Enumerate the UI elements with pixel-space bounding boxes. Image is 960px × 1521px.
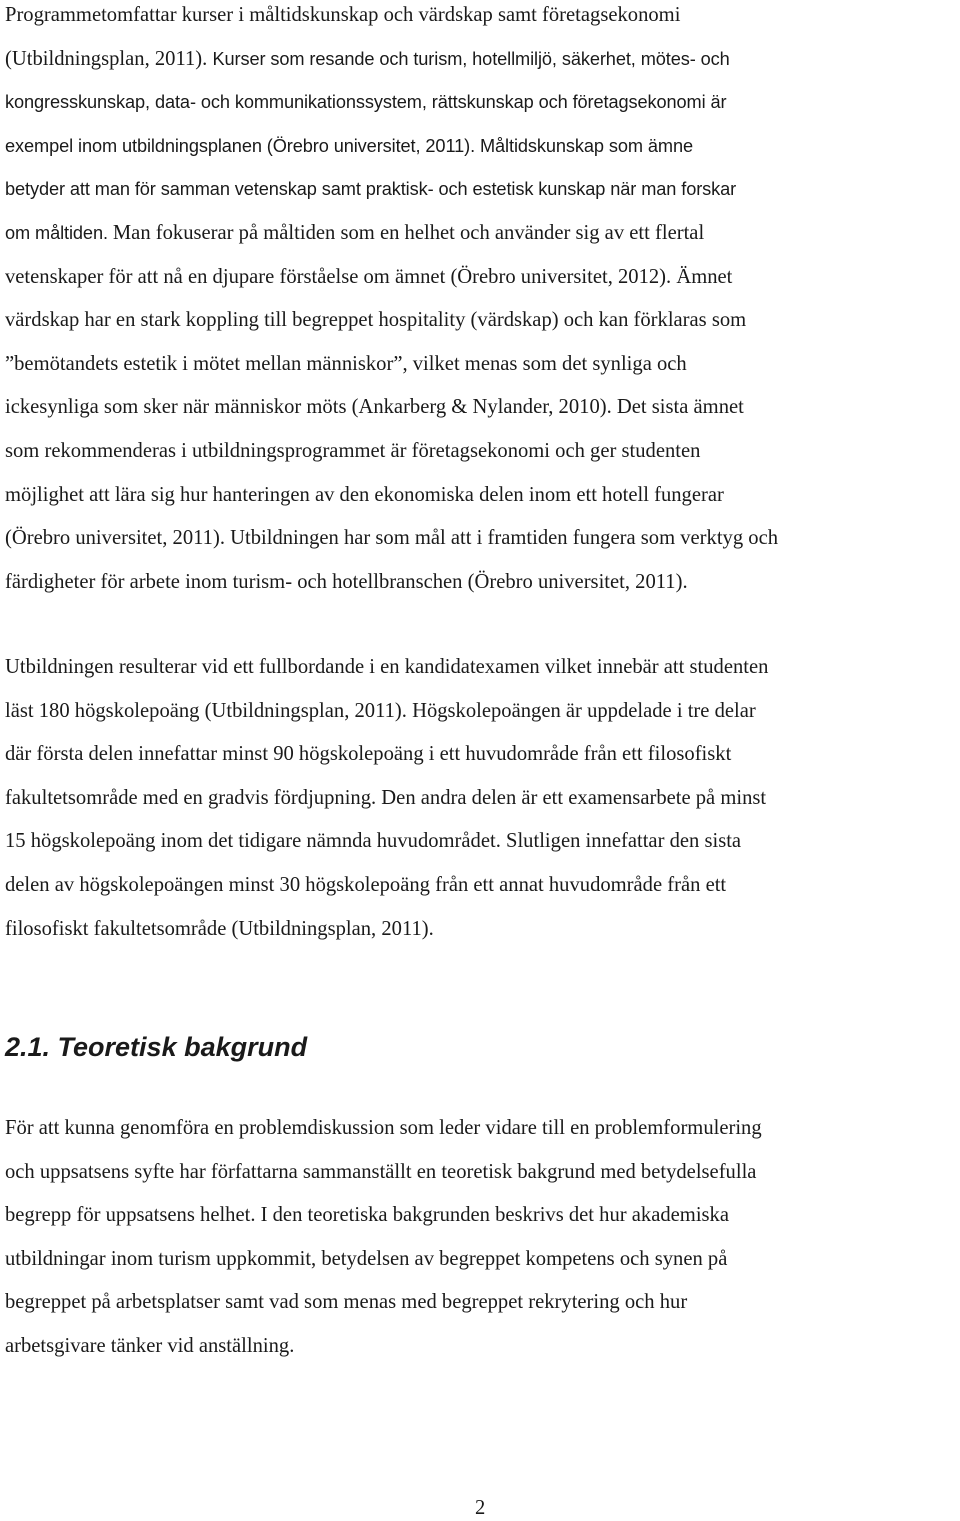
text-line — [5, 174, 736, 204]
text-line — [5, 480, 724, 510]
page-number: 2 — [475, 1497, 486, 1519]
text-run: läst 180 högskolepoäng (Utbildningsplan, 2011). Högskolepoängen är uppdelade i tre delar — [5, 699, 756, 722]
text-line — [5, 305, 746, 335]
text-line — [5, 87, 726, 117]
text-run: För att kunna genomföra en problemdiskussion som leder vidare till en problemformulering — [5, 1117, 762, 1139]
text-line — [5, 914, 434, 944]
text-run: fakultetsområde med en gradvis fördjupning. Den andra delen är ett examensarbete på minst — [5, 786, 767, 809]
text-line — [5, 1200, 729, 1230]
text-run: delen av högskolepoängen minst 30 högskolepoäng från ett annat huvudområde från ett — [5, 874, 727, 896]
text-line — [5, 1287, 687, 1317]
text-line — [5, 131, 693, 161]
text-run: möjlighet att lära sig hur hanteringen av den ekonomiska delen inom ett hotell fungerar — [5, 483, 724, 506]
text-run: 15 högskolepoäng inom det tidigare nämnda huvudområdet. Slutligen innefattar den sista — [5, 830, 742, 853]
text-run: (Örebro universitet, 2011). Utbildningen har som mål att i framtiden fungera som verktyg och — [5, 527, 779, 550]
text-run: filosofiskt fakultetsområde (Utbildningsplan, 2011). — [5, 917, 434, 940]
text-line — [5, 1157, 756, 1187]
text-line — [5, 1331, 294, 1361]
text-line — [5, 739, 731, 769]
text-run: begreppet på arbetsplatser samt vad som menas med begreppet rekrytering och hur — [5, 1291, 688, 1314]
text-line — [5, 436, 700, 466]
text-line — [5, 0, 680, 30]
text-line — [5, 783, 766, 813]
text-run: och uppsatsens syfte har författarna sammanställt en teoretisk bakgrund med betydelsefulla — [5, 1160, 757, 1183]
text-run: Man fokuserar på måltiden som en helhet och använder sig av ett flertal — [112, 222, 705, 244]
section-heading: 2.1. Teoretisk bakgrund — [5, 1032, 308, 1062]
text-line — [5, 696, 756, 726]
text-run: färdigheter för arbete inom turism- och hotellbranschen (Örebro universitet, 2011). — [5, 570, 688, 593]
text-run: Kurser som resande och turism, hotellmiljö, säkerhet, mötes- och — [212, 48, 730, 69]
text-run: värdskap har en stark koppling till begreppet hospitality (värdskap) och kan förklaras som — [5, 309, 747, 332]
text-line — [5, 1244, 727, 1274]
text-run: kongresskunskap, data- och kommunikationssystem, rättskunskap och företagsekonomi är — [5, 92, 727, 113]
text-line — [5, 1113, 762, 1143]
text-line — [5, 349, 687, 379]
text-line — [5, 870, 726, 900]
text-run: där första delen innefattar minst 90 högskolepoäng i ett huvudområde från ett filosofiskt — [5, 743, 732, 766]
text-run: vetenskaper för att nå en djupare förståelse om ämnet (Örebro universitet, 2012). Ämnet — [5, 265, 733, 288]
text-run: ”bemötandets estetik i mötet mellan människor”, vilket menas som det synliga och — [5, 352, 687, 375]
text-run: utbildningar inom turism uppkommit, betydelsen av begreppet kompetens och synen på — [5, 1247, 728, 1270]
text-run: begrepp för uppsatsens helhet. I den teoretiska bakgrunden beskrivs det hur akademiska — [5, 1204, 729, 1227]
text-run: Programmetomfattar kurser i måltidskunskap och värdskap samt företagsekonomi — [5, 4, 681, 26]
text-line — [5, 523, 778, 553]
text-line — [5, 44, 730, 74]
text-run: betyder att man för samman vetenskap samt praktisk- och estetisk kunskap när man forskar — [5, 179, 737, 200]
text-line — [5, 652, 768, 682]
text-run: Utbildningen resulterar vid ett fullbordande i en kandidatexamen vilket innebär att studenten — [5, 656, 769, 678]
text-line — [5, 567, 688, 597]
text-line — [5, 826, 741, 856]
text-line — [5, 262, 732, 292]
text-run: om måltiden. — [5, 223, 113, 243]
text-run: (Utbildningsplan, 2011). — [5, 47, 213, 70]
text-run: arbetsgivare tänker vid anställning. — [5, 1335, 295, 1357]
text-line — [5, 218, 704, 248]
text-run: ickesynliga som sker när människor möts (Ankarberg & Nylander, 2010). Det sista ämnet — [5, 396, 744, 419]
text-line — [5, 392, 744, 422]
text-run: som rekommenderas i utbildningsprogrammet är företagsekonomi och ger studenten — [5, 440, 701, 462]
text-run: exempel inom utbildningsplanen (Örebro universitet, 2011). Måltidskunskap som ämne — [5, 135, 693, 156]
